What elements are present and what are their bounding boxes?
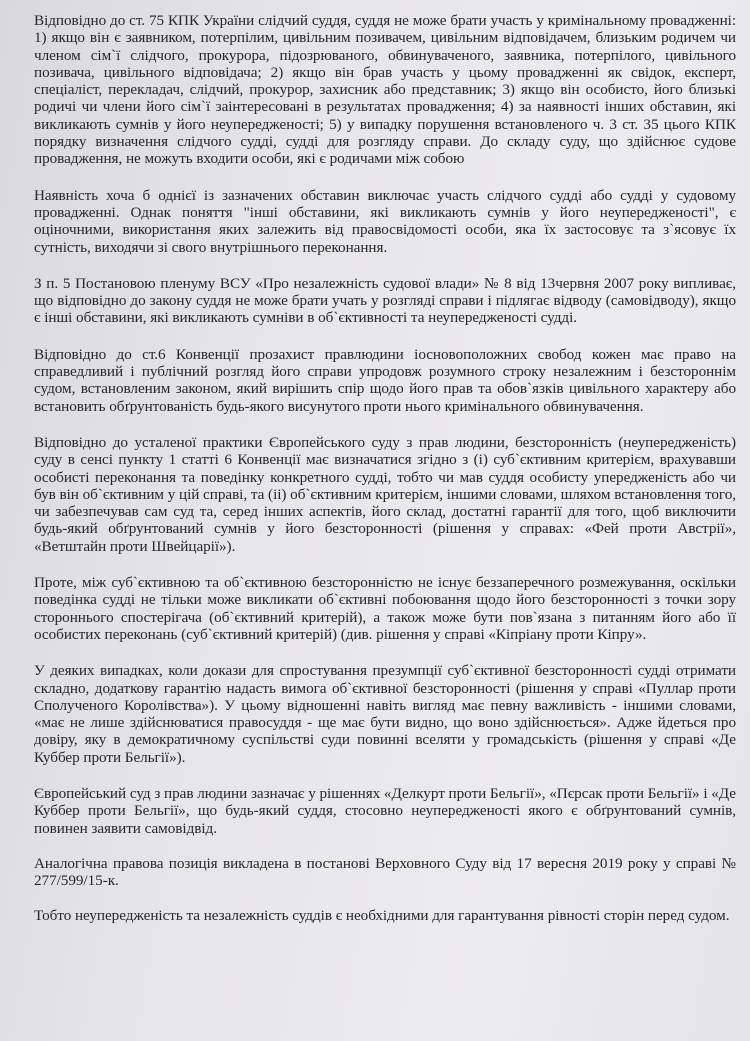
- paragraph-8: Європейський суд з прав людини зазначає у рішеннях «Делкурт проти Бельгії», «Пєрсак проти Бельгії» і «Де Куббер проти Бельгії», що будь-який суддя, стосовно неупередженості якого є обґрунтований сумнів, повинен заявити самовідвід.: [34, 784, 736, 837]
- paragraph-1: Відповідно до ст. 75 КПК України слідчий суддя, суддя не може брати участь у кримінальному провадженні: 1) якщо він є заявником, потерпілим, цивільним позивачем, цивільним відповідачем, близьким родичем чи членом сім`ї слідчого, прокурора, підозрюваного, обвинуваченого, заявника, потерпілого, цивільного позивача, цивільного відповідача; 2) якщо він брав участь у цьому провадженні як свідок, експерт, спеціаліст, перекладач, слідчий, прокурор, захисник або представник; 3) якщо він особисто, його близькі родичі чи члени його сім`ї заінтересовані в результатах провадження; 4) за наявності інших обставин, які викликають сумнів у його неупередженості; 5) у випадку порушення встановленого ч. 3 ст. 35 цього КПК порядку визначення слідчого судді, судді для розгляду справи. До складу суду, що здійснює судове провадження, не можуть входити особи, які є родичами між собою: [34, 12, 736, 168]
- paragraph-9: Аналогічна правова позиція викладена в постанові Верховного Суду від 17 вересня 2019 року у справі № 277/599/15-к.: [34, 854, 736, 890]
- paragraph-4: Відповідно до ст.6 Конвенції прозахист правлюдини іосновоположних свобод кожен має право на справедливий і публічний розгляд його справи упродовж розумного строку незалежним і безстороннім судом, встановленим законом, який вирішить спір щодо його прав та обов`язків цивільного характеру або встановить обґрунтованість будь-якого висунутого проти нього кримінального обвинувачення.: [34, 345, 736, 415]
- paragraph-2: Наявність хоча б однієї із зазначених обставин виключає участь слідчого судді або судді у судовому провадженні. Однак поняття "інші обставини, які викликають сумнів у його неупередженості", є оціночними, використання яких залежить від правосвідомості особи, яка їх застосовує та з`ясовує їх сутність, виходячи зі свого внутрішнього переконання.: [34, 186, 736, 256]
- paragraph-5: Відповідно до усталеної практики Європейського суду з прав людини, безсторонність (неупередженість) суду в сенсі пункту 1 статті 6 Конвенції має визначатися згідно з (і) суб`єктивним критерієм, врахувавши особисті переконання та поведінку конкретного судді, тобто чи мав суддя особисту упередженість або чи був він об`єктивним у цій справі, та (іі) об`єктивним критерієм, іншими словами, шляхом встановлення того, чи забезпечував сам суд та, серед інших аспектів, його склад, достатні гарантії для того, щоб виключити будь-який обґрунтований сумнів у його безсторонності (рішення у справах: «Фей проти Австрії», «Ветштайн проти Швейцарії»).: [34, 433, 737, 555]
- paragraph-6: Проте, між суб`єктивною та об`єктивною безсторонністю не існує беззаперечного розмежування, оскільки поведінка судді не тільки може викликати об`єктивні побоювання щодо його безсторонності з точки зору стороннього спостерігача (об`єктивний критерій), а також може бути пов`язана з питанням його або її особистих переконань (суб`єктивний критерій) (див. рішення у справі «Кіпріану проти Кіпру».: [34, 574, 736, 643]
- paragraph-7: У деяких випадках, коли докази для спростування презумпції суб`єктивної безсторонності судді отримати складно, додаткову гарантію надасть вимога об`єктивної безсторонності (рішення у справі «Пуллар проти Сполученого Королівства»). У цьому відношенні навіть вигляд має певну важливість - іншими словами, «має не лише здійснюватися правосуддя - ще має бути видно, що воно здійснюється». Адже йдеться про довіру, яку в демократичному суспільстві суди повинні вселяти у громадськість (рішення у справі «Де Куббер проти Бельгії»).: [34, 662, 736, 766]
- paragraph-3: З п. 5 Постановою пленуму ВСУ «Про незалежність судової влади» № 8 від 13червня 2007 року випливає, що відповідно до закону суддя не може брати учать у розгляді справи і підлягає відводу (самовідводу), якщо є інші обставини, які викликають сумніви в об`єктивності та неупередженості судді.: [34, 274, 736, 327]
- paragraph-10: Тобто неупередженість та незалежність суддів є необхідними для гарантування рівності сторін перед судом.: [34, 907, 730, 925]
